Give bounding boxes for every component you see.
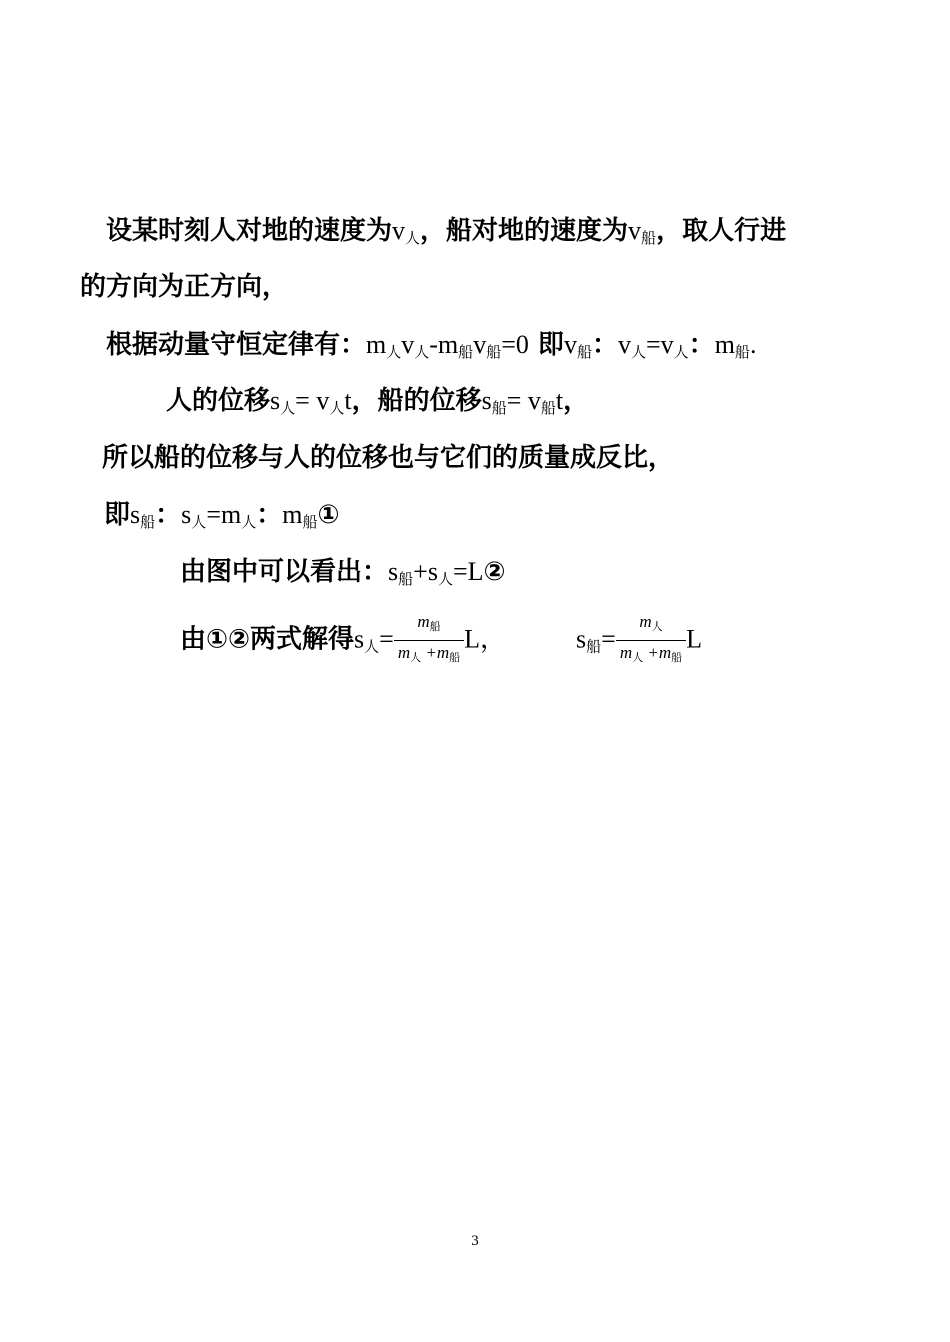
colon: ：	[591, 330, 618, 360]
symbol-m: m	[366, 330, 387, 359]
subscript: 船	[586, 637, 602, 656]
equals-v: =v	[645, 330, 674, 359]
paragraph-line-1	[106, 215, 786, 254]
page-number: 3	[471, 1233, 479, 1249]
symbol-s: s	[130, 500, 141, 529]
plus-sign: +	[643, 643, 659, 662]
subscript: 船	[671, 651, 683, 664]
period: .	[749, 330, 757, 359]
paragraph-line-3	[106, 329, 756, 368]
subscript: 船	[734, 343, 750, 361]
subscript: 人	[673, 343, 689, 361]
symbol-m: m	[619, 643, 633, 662]
paragraph-line-6	[104, 499, 340, 538]
fraction-numerator	[616, 612, 686, 641]
symbol-t: t	[344, 386, 352, 415]
symbol-v: v	[617, 330, 631, 359]
symbol-s: s	[576, 624, 587, 654]
comma: ，	[563, 386, 590, 416]
subscript: 船	[576, 343, 592, 361]
colon: ：	[256, 500, 283, 530]
symbol-v: v	[316, 386, 330, 415]
symbol-s: s	[181, 500, 192, 529]
fraction-denominator	[616, 641, 686, 668]
text-segment: 设某时刻人对地的速度为	[106, 216, 393, 246]
fraction-denominator	[394, 641, 464, 668]
symbol-m: m	[658, 643, 672, 662]
equals-zero: =0	[501, 330, 529, 359]
paragraph-line-8	[180, 612, 702, 668]
paragraph-line-7	[180, 556, 506, 595]
colon: ：	[155, 500, 182, 530]
symbol-m: m	[397, 643, 411, 662]
paragraph-line-4	[166, 385, 589, 424]
subscript: 人	[280, 399, 296, 417]
symbol-s: s	[354, 624, 365, 654]
symbol-v: v	[628, 216, 642, 245]
plus-s: +s	[413, 557, 438, 586]
equals: =	[601, 624, 616, 654]
fraction-s-chuan	[616, 612, 686, 668]
symbol-v: v	[473, 330, 487, 359]
paragraph-line-2	[80, 271, 288, 303]
colon: ：	[688, 330, 715, 360]
symbol-L: L，	[464, 624, 507, 654]
subscript: 船	[641, 229, 657, 247]
symbol-L: L	[686, 624, 703, 654]
fraction-s-ren	[394, 612, 464, 668]
symbol-v: v	[563, 330, 577, 359]
subscript: 人	[410, 651, 422, 664]
equals-m: =m	[206, 500, 242, 529]
text-segment: ，取人行进	[656, 216, 787, 246]
fraction-numerator	[394, 612, 464, 641]
symbol-v: v	[392, 216, 406, 245]
text-segment: 即	[528, 330, 564, 360]
symbol-s: s	[270, 386, 281, 415]
plus-sign: +	[421, 643, 437, 662]
text-segment: 即	[104, 500, 131, 530]
subscript: 人	[386, 343, 402, 361]
subscript: 船	[449, 651, 461, 664]
text-segment: ，船的位移	[351, 386, 482, 416]
symbol-m: m	[417, 612, 430, 631]
equation-marker-2: ②	[483, 557, 506, 587]
symbol-m: m	[282, 500, 303, 529]
text-segment: 所以船的位移与人的位移也与它们的质量成反比，	[102, 443, 675, 473]
text-segment: 人的位移	[166, 386, 271, 416]
equals: =	[506, 386, 528, 415]
text-segment: 的方向为正方向，	[80, 272, 289, 302]
symbol-v: v	[527, 386, 541, 415]
subscript: 人	[364, 637, 380, 656]
subscript: 船	[429, 620, 441, 633]
equals: =	[295, 386, 317, 415]
subscript: 船	[398, 570, 414, 588]
symbol-m: m	[714, 330, 735, 359]
subscript: 人	[329, 399, 345, 417]
subscript: 人	[191, 513, 207, 531]
equals-L: =L	[452, 557, 484, 586]
symbol-t: t	[555, 386, 564, 415]
subscript: 人	[632, 651, 644, 664]
subscript: 人	[630, 343, 646, 361]
subscript: 人	[241, 513, 257, 531]
paragraph-line-5	[102, 442, 674, 474]
symbol-m: m	[639, 612, 652, 631]
equals: =	[379, 624, 394, 654]
subscript: 船	[491, 399, 507, 417]
symbol-v: v	[401, 330, 415, 359]
text-segment: 由图中可以看出：	[180, 557, 389, 587]
symbol-minus-m: -m	[429, 330, 459, 359]
subscript: 人	[437, 570, 453, 588]
subscript: 船	[540, 399, 556, 417]
symbol-s: s	[388, 557, 399, 586]
text-segment: ，船对地的速度为	[420, 216, 629, 246]
equation-marker-1: ①	[317, 500, 340, 530]
subscript: 人	[414, 343, 430, 361]
text-segment: 根据动量守恒定律有：	[106, 330, 367, 360]
subscript: 船	[302, 513, 318, 531]
symbol-s: s	[481, 386, 492, 415]
subscript: 人	[405, 229, 421, 247]
subscript: 船	[140, 513, 156, 531]
symbol-m: m	[436, 643, 450, 662]
subscript: 船	[458, 343, 474, 361]
subscript: 人	[651, 620, 663, 633]
subscript: 船	[486, 343, 502, 361]
text-segment: 由①②两式解得	[180, 624, 355, 655]
